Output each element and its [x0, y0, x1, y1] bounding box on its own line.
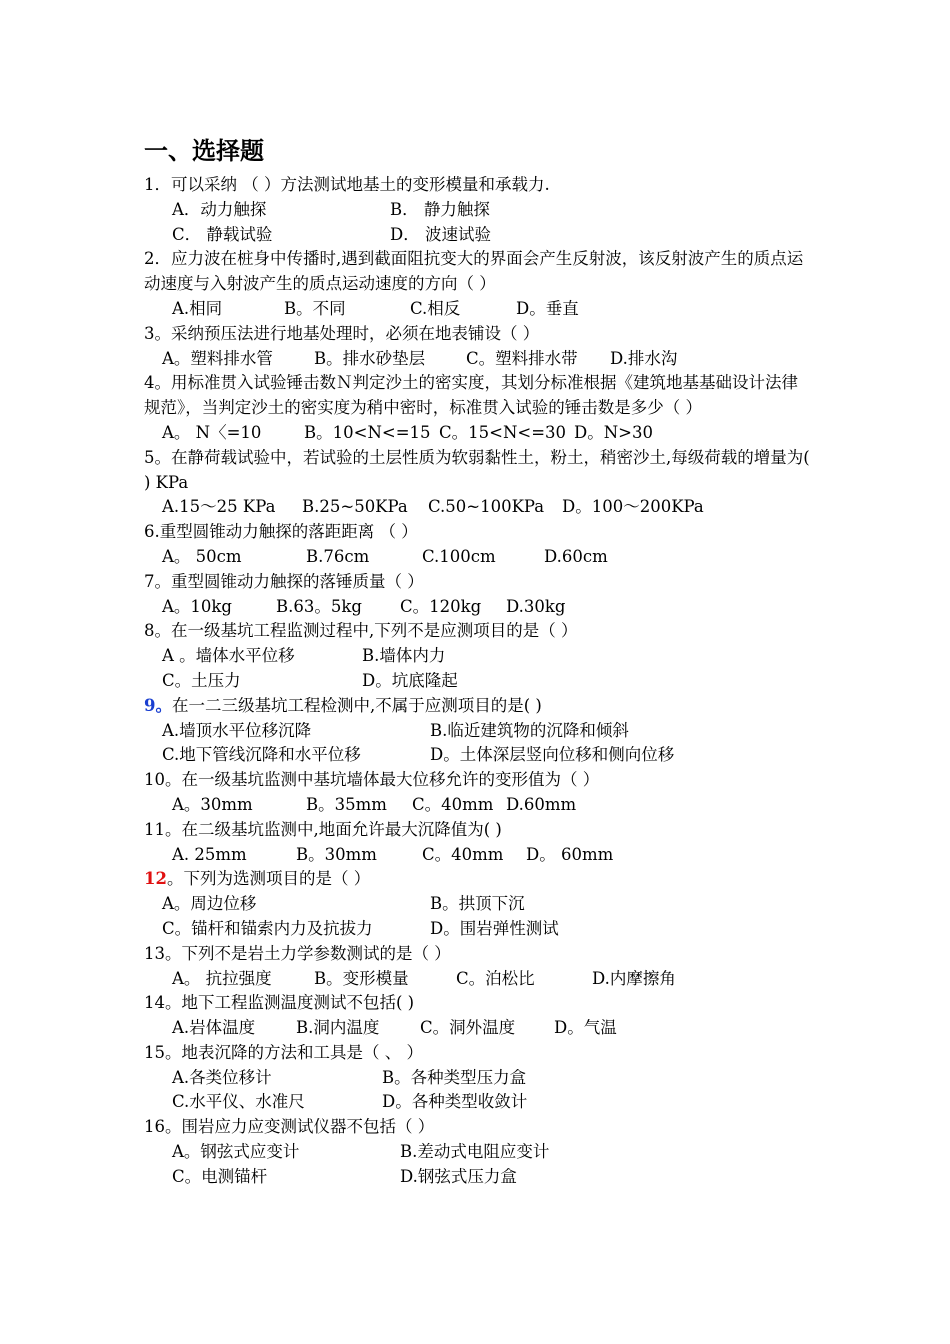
answer-option: A. 25mm: [172, 844, 247, 864]
question-number: 10: [144, 770, 165, 790]
question-text: .重型圆锥动力触探的落距距离 （ ）: [154, 522, 418, 542]
option-row: [144, 198, 814, 223]
option-row: [144, 743, 814, 768]
question-item: [144, 371, 814, 445]
question-text: 。下列不是岩土力学参数测试的是（ ）: [165, 943, 451, 963]
answer-option: C。泊松比: [456, 968, 535, 988]
answer-option: D。N>30: [574, 422, 653, 442]
option-row: [144, 793, 814, 818]
option-row: [144, 495, 814, 520]
answer-option: B.25~50KPa: [302, 497, 408, 517]
option-row: [144, 644, 814, 669]
answer-option: C.50~100KPa: [428, 497, 545, 517]
answer-option: A.墙顶水平位移沉降: [162, 720, 312, 740]
answer-option: C。15<N<=30: [439, 422, 567, 442]
answer-option: C。塑料排水带: [466, 348, 578, 368]
question-text: 。围岩应力应变测试仪器不包括（ ）: [165, 1117, 435, 1137]
answer-option: C。锚杆和锚索内力及抗拔力: [162, 918, 373, 938]
question-stem: [144, 818, 814, 843]
question-number: 14: [144, 993, 165, 1013]
question-text: 。下列为选测项目的是（ ）: [166, 869, 371, 889]
question-item: [144, 570, 814, 620]
question-item: [144, 991, 814, 1041]
question-number: 1．: [144, 175, 171, 194]
question-item: [144, 694, 814, 768]
answer-option: A。 N〈=10: [162, 422, 262, 442]
answer-option: C。120kg: [400, 596, 482, 616]
answer-option: D.内摩擦角: [592, 968, 676, 988]
question-item: [144, 818, 814, 868]
question-stem: [144, 694, 814, 719]
question-number: 12: [144, 869, 167, 889]
question-text: 。重型圆锥动力触探的落锤质量（ ）: [154, 571, 424, 591]
answer-option: B.76cm: [306, 546, 370, 566]
content-area: [144, 135, 814, 1190]
option-row: [144, 669, 814, 694]
question-stem: [144, 322, 814, 347]
option-row: [144, 223, 814, 248]
question-text: 。在一级基坑工程监测过程中,下列不是应测项目的是（ ）: [154, 621, 578, 641]
question-item: [144, 322, 814, 372]
section-title: 一、选择题: [144, 137, 264, 165]
answer-option: A。10kg: [162, 596, 232, 616]
answer-option: B。不同: [284, 298, 346, 318]
answer-option: A.岩体温度: [172, 1018, 256, 1038]
answer-option: D.30kg: [506, 596, 566, 616]
answer-option: D.60cm: [544, 546, 608, 566]
answer-option: D。垂直: [516, 298, 579, 318]
option-row: [144, 917, 814, 942]
question-item: [144, 768, 814, 818]
answer-option: C． 静载试验: [172, 224, 273, 244]
question-list: [144, 173, 814, 1190]
question-number: 15: [144, 1042, 165, 1062]
answer-option: B.临近建筑物的沉降和倾斜: [430, 720, 629, 740]
answer-option: D。 60mm: [526, 844, 614, 864]
question-stem: [144, 520, 814, 545]
option-row: [144, 595, 814, 620]
answer-option: A。 抗拉强度: [172, 968, 272, 988]
question-text: 。在二级基坑监测中,地面允许最大沉降值为( ): [165, 819, 502, 839]
answer-option: A 。墙体水平位移: [162, 646, 295, 666]
answer-option: C。40mm: [412, 794, 494, 814]
answer-option: D。坑底隆起: [362, 670, 458, 690]
option-row: [144, 1016, 814, 1041]
question-item: [144, 942, 814, 992]
question-item: [144, 1041, 814, 1115]
question-stem: [144, 247, 814, 297]
question-text: 。采纳预压法进行地基处理时，必须在地表铺设（ ）: [154, 323, 540, 343]
question-item: [144, 173, 814, 247]
option-row: [144, 1165, 814, 1190]
answer-option: B． 静力触探: [390, 199, 490, 219]
answer-option: C。电测锚杆: [172, 1166, 268, 1186]
answer-option: C。40mm: [422, 844, 504, 864]
question-text: 。地下工程监测温度测试不包括( ): [165, 993, 415, 1013]
question-number: 16: [144, 1117, 165, 1137]
question-text: 在一二三级基坑工程检测中,不属于应测项目的是( ): [171, 695, 542, 715]
option-row: [144, 892, 814, 917]
question-stem: [144, 768, 814, 793]
answer-option: A．动力触探: [172, 199, 267, 219]
answer-option: D。围岩弹性测试: [430, 918, 559, 938]
option-row: [144, 1090, 814, 1115]
answer-option: B.墙体内力: [362, 646, 446, 666]
question-number: 4: [144, 373, 155, 393]
answer-option: B。10<N<=15: [304, 422, 431, 442]
answer-option: A。塑料排水管: [162, 348, 273, 368]
question-number: 5: [144, 447, 155, 467]
question-item: [144, 867, 814, 941]
answer-option: C.相反: [410, 298, 461, 318]
question-stem: [144, 173, 814, 198]
answer-option: D.60mm: [506, 794, 577, 814]
answer-option: C.水平仪、水准尺: [172, 1092, 305, 1112]
question-item: [144, 247, 814, 321]
question-stem: [144, 371, 814, 421]
question-number: 6: [144, 522, 155, 542]
question-text: 。地表沉降的方法和工具是（ 、 ）: [165, 1042, 423, 1062]
option-row: [144, 297, 814, 322]
answer-option: B。拱顶下沉: [430, 894, 525, 914]
question-number: 2．: [144, 249, 171, 269]
question-stem: [144, 1115, 814, 1140]
answer-option: A。 50cm: [162, 546, 242, 566]
answer-option: C。土压力: [162, 670, 241, 690]
answer-option: B。35mm: [306, 794, 387, 814]
answer-option: A.相同: [172, 298, 223, 318]
option-row: [144, 421, 814, 446]
answer-option: B。变形模量: [314, 968, 409, 988]
answer-option: B。排水砂垫层: [314, 348, 426, 368]
question-number: 9。: [144, 695, 172, 715]
question-stem: [144, 942, 814, 967]
question-stem: [144, 1041, 814, 1066]
question-number: 13: [144, 943, 165, 963]
answer-option: A.各类位移计: [172, 1067, 272, 1087]
answer-option: A。钢弦式应变计: [172, 1142, 300, 1162]
answer-option: A。30mm: [172, 794, 253, 814]
answer-option: D.排水沟: [610, 348, 678, 368]
answer-option: D． 波速试验: [390, 224, 491, 244]
answer-option: B。各种类型压力盒: [382, 1067, 527, 1087]
option-row: [144, 1066, 814, 1091]
answer-option: A.15～25 KPa: [162, 497, 276, 517]
answer-option: B.63。5kg: [276, 596, 362, 616]
answer-option: D。各种类型收敛计: [382, 1092, 528, 1112]
option-row: [144, 967, 814, 992]
question-text: 。在静荷载试验中，若试验的土层性质为软弱黏性土，粉土，稍密沙土,每级荷载的增量为( ) KPa: [144, 447, 810, 492]
answer-option: B.差动式电阻应变计: [400, 1142, 550, 1162]
question-item: [144, 1115, 814, 1189]
option-row: [144, 347, 814, 372]
answer-option: C.100cm: [422, 546, 496, 566]
option-row: [144, 719, 814, 744]
answer-option: D.钢弦式压力盒: [400, 1166, 517, 1186]
question-stem: [144, 867, 814, 892]
question-text: 应力波在桩身中传播时,遇到截面阻抗变大的界面会产生反射波，该反射波产生的质点运动速度与入射波产生的质点运动速度的方向（ ）: [144, 249, 804, 294]
question-number: 3: [144, 323, 155, 343]
question-number: 11: [144, 819, 165, 839]
question-stem: [144, 446, 814, 496]
option-row: [144, 545, 814, 570]
answer-option: C。洞外温度: [420, 1018, 516, 1038]
answer-option: B.洞内温度: [296, 1018, 380, 1038]
answer-option: D。100～200KPa: [562, 497, 704, 517]
question-number: 7: [144, 571, 155, 591]
answer-option: D。气温: [554, 1018, 617, 1038]
question-stem: [144, 991, 814, 1016]
question-item: [144, 446, 814, 520]
question-item: [144, 520, 814, 570]
question-number: 8: [144, 621, 155, 641]
question-text: 。用标准贯入试验锤击数Ｎ判定沙土的密实度，其划分标准根据《建筑地基基础设计法律规范》，当判定沙土的密实度为稍中密时，标准贯入试验的锤击数是多少（ ）: [144, 373, 798, 418]
question-text: 。在一级基坑监测中基坑墙体最大位移允许的变形值为（ ）: [165, 770, 600, 790]
question-stem: [144, 570, 814, 595]
answer-option: A。周边位移: [162, 894, 257, 914]
option-row: [144, 1140, 814, 1165]
answer-option: D。土体深层竖向位移和侧向位移: [430, 745, 675, 765]
question-item: [144, 619, 814, 693]
question-stem: [144, 619, 814, 644]
question-text: 可以采纳 （ ）方法测试地基土的变形模量和承载力.: [171, 175, 550, 194]
option-row: [144, 843, 814, 868]
answer-option: C.地下管线沉降和水平位移: [162, 745, 361, 765]
answer-option: B。30mm: [296, 844, 377, 864]
